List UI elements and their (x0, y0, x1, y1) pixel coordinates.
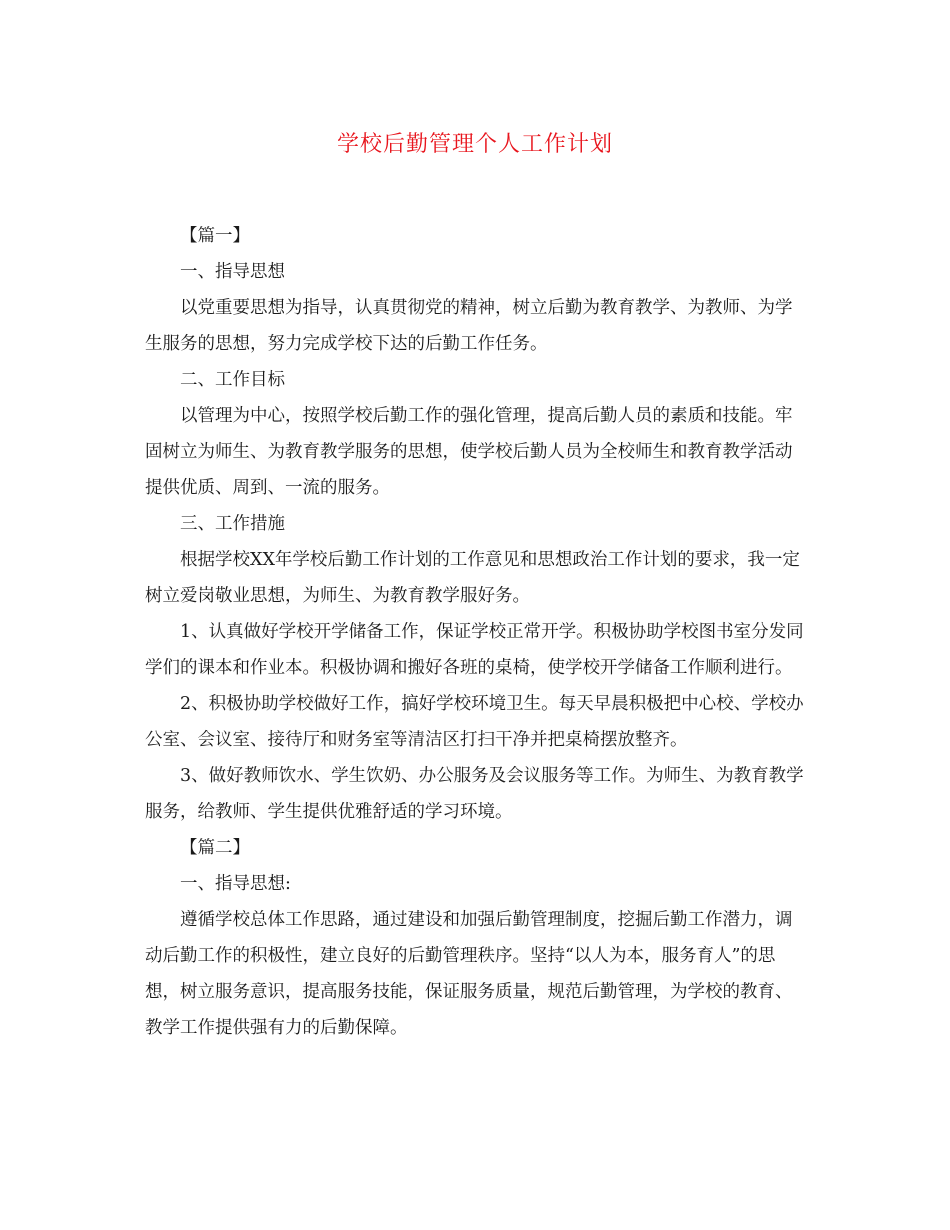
paragraph: 以党重要思想为指导，认真贯彻党的精神，树立后勤为教育教学、为教师、为学生服务的思想，努力完成学校下达的后勤工作任务。 (145, 298, 793, 354)
list-item: 2、积极协助学校做好工作，搞好学校环境卫生。每天早晨积极把中心校、学校办公室、会议室、接待厅和财务室等清洁区打扫干净并把桌椅摆放整齐。 (145, 694, 804, 750)
subheading-work-goal: 二、工作目标 (180, 370, 285, 390)
page-title: 学校后勤管理个人工作计划 (336, 132, 613, 157)
paragraph: 遵循学校总体工作思路，通过建设和加强后勤管理制度，挖掘后勤工作潜力，调动后勤工作的积极性，建立良好的后勤管理秩序。坚持“以人为本，服务育人”的思想，树立服务意识，提高服务技能，保证服务质量，规范后勤管理，为学校的教育、教学工作提供强有力的后勤保障。 (145, 910, 793, 1038)
paragraph: 根据学校XX年学校后勤工作计划的工作意见和思想政治工作计划的要求，我一定树立爱岗敬业思想，为师生、为教育教学服好务。 (145, 550, 800, 606)
section-heading-part-two: 【篇二】 (180, 838, 250, 858)
paragraph: 以管理为中心，按照学校后勤工作的强化管理，提高后勤人员的素质和技能。牢固树立为师生、为教育教学服务的思想，使学校后勤人员为全校师生和教育教学活动提供优质、周到、一流的服务。 (145, 406, 793, 498)
subheading-guiding-thought: 一、指导思想 (180, 262, 285, 282)
subheading-guiding-thought: 一、指导思想: (180, 874, 291, 894)
document-body (145, 218, 805, 1046)
list-item: 1、认真做好学校开学储备工作，保证学校正常开学。积极协助学校图书室分发同学们的课本和作业本。积极协调和搬好各班的桌椅，使学校开学储备工作顺利进行。 (145, 622, 804, 678)
list-item: 3、做好教师饮水、学生饮奶、办公服务及会议服务等工作。为师生、为教育教学服务，给教师、学生提供优雅舒适的学习环境。 (145, 766, 804, 822)
section-heading-part-one: 【篇一】 (180, 226, 250, 246)
subheading-work-measures: 三、工作措施 (180, 514, 285, 534)
